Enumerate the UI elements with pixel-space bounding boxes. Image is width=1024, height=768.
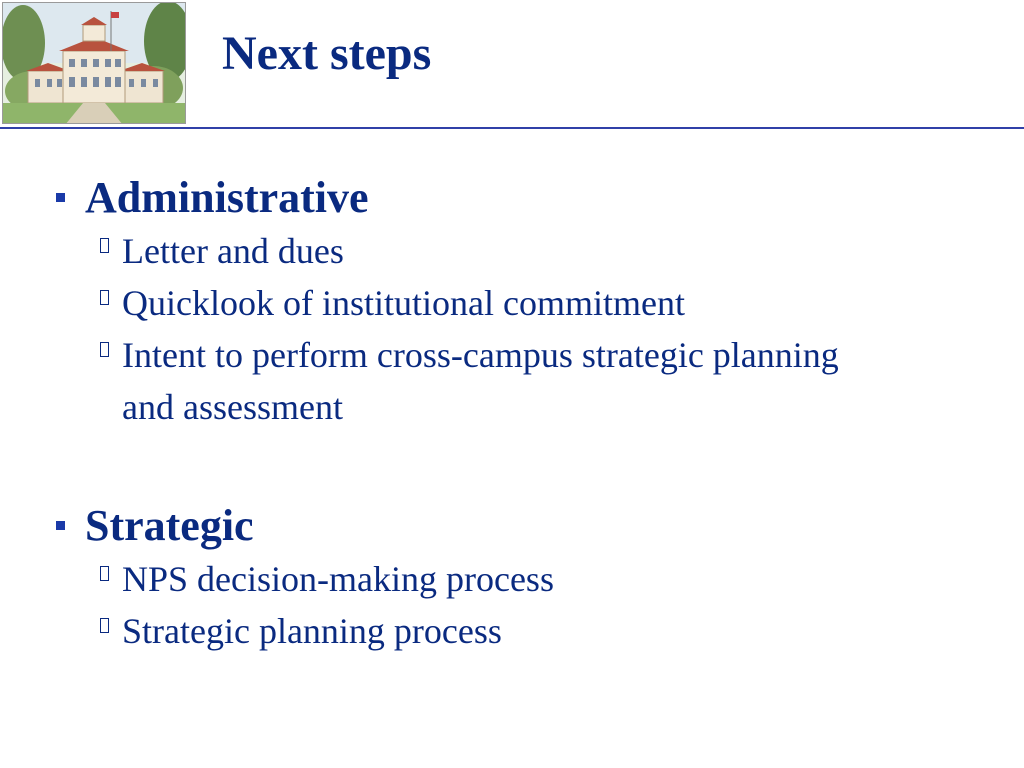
slide-title: Next steps bbox=[222, 27, 432, 80]
section-heading-row bbox=[0, 171, 1024, 225]
list-item bbox=[0, 225, 1024, 277]
list-item-text: Strategic planning process bbox=[122, 611, 502, 651]
list-item bbox=[0, 329, 1024, 433]
sub-bullet-icon bbox=[100, 342, 109, 357]
sub-bullet-icon bbox=[100, 618, 109, 633]
list-item bbox=[0, 553, 1024, 605]
section-heading: Strategic bbox=[85, 501, 254, 550]
list-item-text: Quicklook of institutional commitment bbox=[122, 283, 685, 323]
list-item-text: NPS decision-making process bbox=[122, 559, 554, 599]
square-bullet-icon bbox=[56, 521, 65, 530]
list-item bbox=[0, 605, 1024, 657]
sub-bullet-icon bbox=[100, 238, 109, 253]
section-heading-row bbox=[0, 499, 1024, 553]
campus-building-logo bbox=[2, 2, 186, 124]
list-item-text: Letter and dues bbox=[122, 231, 344, 271]
section-heading: Administrative bbox=[85, 173, 369, 222]
list-item bbox=[0, 277, 1024, 329]
sub-bullet-icon bbox=[100, 290, 109, 305]
square-bullet-icon bbox=[56, 193, 65, 202]
sub-bullet-icon bbox=[100, 566, 109, 581]
section-strategic bbox=[0, 499, 1024, 657]
section-administrative bbox=[0, 171, 1024, 433]
title-divider bbox=[0, 127, 1024, 129]
list-item-text: Intent to perform cross-campus strategic planning and assessment bbox=[122, 335, 839, 427]
